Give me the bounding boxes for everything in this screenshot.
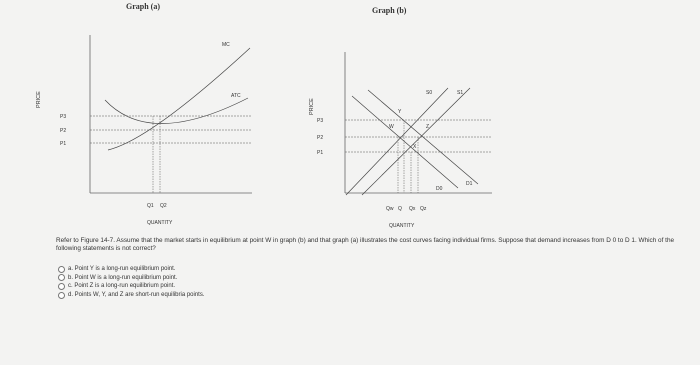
graph-b-d0-curve <box>352 96 458 188</box>
graph-a-x-axis-label: QUANTITY <box>147 220 173 226</box>
graph-a-mc-label: MC <box>222 42 230 48</box>
graph-a-p1-label: P1 <box>60 141 67 147</box>
option-d-label: d. Points W, Y, and Z are short-run equilibria points. <box>68 292 205 299</box>
option-b-label: b. Point W is a long-run equilibrium point. <box>68 274 178 281</box>
radio-a[interactable] <box>58 266 65 273</box>
graph-b-s0-label: S0 <box>426 90 433 96</box>
graph-b-point-w-label: W <box>389 124 394 130</box>
graph-a-q2-label: Q2 <box>160 203 167 209</box>
option-b[interactable] <box>58 274 205 283</box>
graph-b-title: Graph (b) <box>372 6 407 15</box>
question-text: Refer to Figure 14-7. Assume that the market starts in equilibrium at point W in graph (b) and that graph (a) illustrates the cost curves facing individual firms. Suppose that demand increases from D 0 to D 1. Which of the following statements is not correct? <box>56 237 675 253</box>
graph-b-point-x-label: X <box>413 144 417 150</box>
graph-b-qx-label: Qx <box>409 206 416 212</box>
graph-a-p3-label: P3 <box>60 114 67 120</box>
option-c[interactable] <box>58 282 205 291</box>
graph-b-x-axis-label: QUANTITY <box>389 223 415 229</box>
graph-b-point-z-label: Z <box>426 124 430 130</box>
graph-b-q-label: Q <box>398 206 402 212</box>
option-d[interactable] <box>58 291 205 300</box>
graph-b-d0-label: D0 <box>436 186 443 192</box>
answer-options <box>58 265 205 299</box>
radio-b[interactable] <box>58 274 65 281</box>
graph-b-d1-label: D1 <box>466 181 473 187</box>
graph-b-point-y-label: Y <box>398 109 402 115</box>
graph-b-s1-curve <box>362 88 470 195</box>
graph-a-p2-label: P2 <box>60 128 67 134</box>
option-a[interactable] <box>58 265 205 274</box>
option-a-label: a. Point Y is a long-run equilibrium point. <box>68 266 176 273</box>
graph-b-p2-label: P2 <box>317 135 324 141</box>
option-c-label: c. Point Z is a long-run equilibrium point. <box>68 283 176 290</box>
graph-b-qz-label: Qz <box>420 206 427 212</box>
graph-b-p1-label: P1 <box>317 150 324 156</box>
graph-b-qw-label: Qw <box>386 206 394 212</box>
graph-b-y-axis-label: PRICE <box>309 98 315 115</box>
graph-a-atc-label: ATC <box>231 93 241 99</box>
radio-c[interactable] <box>58 283 65 290</box>
graph-b-s1-label: S1 <box>457 90 464 96</box>
graph-b-p3-label: P3 <box>317 118 324 124</box>
graph-a-q1-label: Q1 <box>147 203 154 209</box>
graph-a-y-axis-label: PRICE <box>36 91 42 108</box>
radio-d[interactable] <box>58 292 65 299</box>
graph-a-title: Graph (a) <box>126 2 160 11</box>
